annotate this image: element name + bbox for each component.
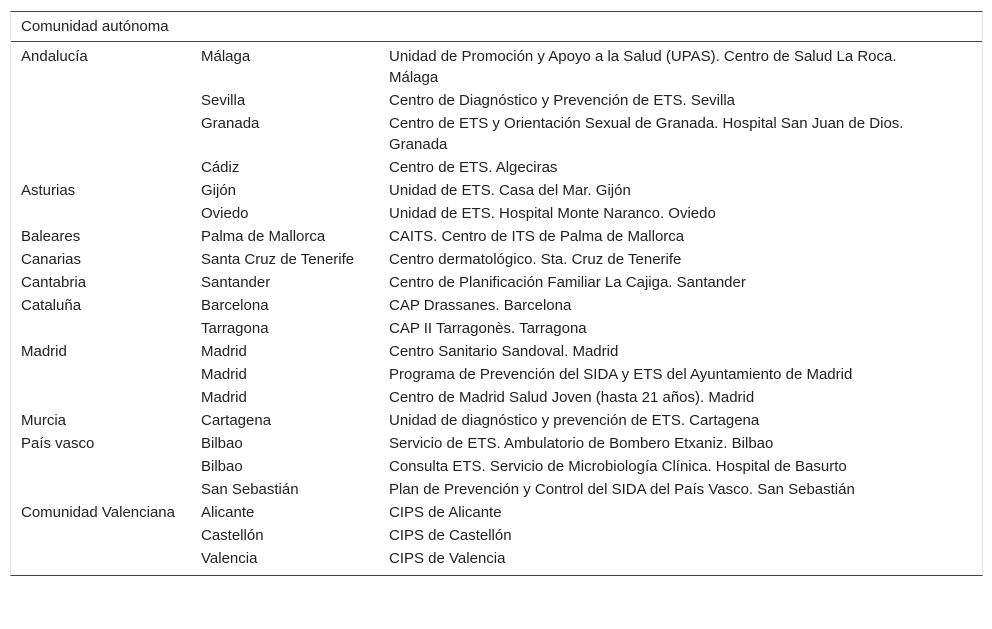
center-cell: Unidad de ETS. Hospital Monte Naranco. Oviedo <box>389 205 716 222</box>
region-cell <box>11 318 201 339</box>
region-cell <box>11 548 201 569</box>
region-cell <box>11 113 201 155</box>
center-cell: CIPS de Valencia <box>389 550 506 567</box>
header-comunidad: Comunidad autónoma <box>21 18 169 35</box>
table-row <box>11 317 982 340</box>
region-cell <box>11 157 201 178</box>
center-cell: CAP Drassanes. Barcelona <box>389 297 572 314</box>
city-cell: Oviedo <box>201 205 249 222</box>
region-cell: Andalucía <box>21 48 88 65</box>
center-cell: Centro de ETS. Algeciras <box>389 159 558 176</box>
city-cell: Bilbao <box>201 435 243 452</box>
center-cell: Consulta ETS. Servicio de Microbiología Clínica. Hospital de Basurto <box>389 458 847 475</box>
table-row <box>11 455 982 478</box>
center-cell: CIPS de Castellón <box>389 527 512 544</box>
center-cell: Centro de Diagnóstico y Prevención de ETS. Sevilla <box>389 92 736 109</box>
table-row <box>11 547 982 570</box>
center-cell: Unidad de diagnóstico y prevención de ETS. Cartagena <box>389 412 760 429</box>
table-row <box>11 386 982 409</box>
center-cell: Plan de Prevención y Control del SIDA del País Vasco. San Sebastián <box>389 481 855 498</box>
table-row <box>11 524 982 547</box>
region-cell: Baleares <box>21 228 81 245</box>
city-cell: Barcelona <box>201 297 269 314</box>
region-cell <box>11 90 201 111</box>
table-row <box>11 478 982 501</box>
city-cell: Gijón <box>201 182 237 199</box>
center-cell: Servicio de ETS. Ambulatorio de Bombero Etxaniz. Bilbao <box>389 435 774 452</box>
center-cell: Unidad de ETS. Casa del Mar. Gijón <box>389 182 631 199</box>
center-cell: Programa de Prevención del SIDA y ETS del Ayuntamiento de Madrid <box>389 366 853 383</box>
table-row <box>11 271 982 294</box>
region-cell: Comunidad Valenciana <box>21 504 175 521</box>
table-row <box>11 363 982 386</box>
table-body <box>11 42 982 575</box>
city-cell: Tarragona <box>201 320 269 337</box>
city-cell: Alicante <box>201 504 255 521</box>
city-cell: Granada <box>201 115 260 132</box>
table-row <box>11 156 982 179</box>
region-cell <box>11 387 201 408</box>
center-cell: Unidad de Promoción y Apoyo a la Salud (UPAS). Centro de Salud La Roca. Málaga <box>389 48 897 86</box>
city-cell: Málaga <box>201 48 251 65</box>
region-cell: Cantabria <box>21 274 87 291</box>
region-cell: Canarias <box>21 251 82 268</box>
table-header <box>11 12 982 42</box>
center-cell: CIPS de Alicante <box>389 504 502 521</box>
city-cell: Madrid <box>201 343 247 360</box>
center-cell: Centro de Planificación Familiar La Cajiga. Santander <box>389 274 746 291</box>
table-row <box>11 225 982 248</box>
table-row <box>11 409 982 432</box>
center-cell: Centro de ETS y Orientación Sexual de Granada. Hospital San Juan de Dios. Granada <box>389 115 904 153</box>
table-row <box>11 294 982 317</box>
table-row <box>11 432 982 455</box>
table-row <box>11 45 982 89</box>
city-cell: Santa Cruz de Tenerife <box>201 251 355 268</box>
city-cell: San Sebastián <box>201 481 299 498</box>
region-cell <box>11 364 201 385</box>
city-cell: Valencia <box>201 550 258 567</box>
region-cell <box>11 525 201 546</box>
region-cell: Asturias <box>21 182 76 199</box>
city-cell: Bilbao <box>201 458 243 475</box>
table-row <box>11 501 982 524</box>
center-cell: Centro de Madrid Salud Joven (hasta 21 años). Madrid <box>389 389 755 406</box>
table-row <box>11 248 982 271</box>
center-cell: Centro dermatológico. Sta. Cruz de Tenerife <box>389 251 682 268</box>
city-cell: Madrid <box>201 366 247 383</box>
table-row <box>11 179 982 202</box>
table-row <box>11 340 982 363</box>
city-cell: Sevilla <box>201 92 246 109</box>
table-row <box>11 112 982 156</box>
city-cell: Cádiz <box>201 159 240 176</box>
center-cell: CAITS. Centro de ITS de Palma de Mallorca <box>389 228 685 245</box>
city-cell: Madrid <box>201 389 247 406</box>
table-row <box>11 202 982 225</box>
center-cell: CAP II Tarragonès. Tarragona <box>389 320 587 337</box>
city-cell: Cartagena <box>201 412 272 429</box>
city-cell: Castellón <box>201 527 264 544</box>
region-cell <box>11 456 201 477</box>
region-cell: Madrid <box>21 343 67 360</box>
region-cell: País vasco <box>21 435 95 452</box>
region-cell: Cataluña <box>21 297 82 314</box>
center-cell: Centro Sanitario Sandoval. Madrid <box>389 343 619 360</box>
city-cell: Santander <box>201 274 271 291</box>
table-row <box>11 89 982 112</box>
city-cell: Palma de Mallorca <box>201 228 326 245</box>
region-cell: Murcia <box>21 412 67 429</box>
centers-table <box>10 11 983 576</box>
region-cell <box>11 203 201 224</box>
region-cell <box>11 479 201 500</box>
